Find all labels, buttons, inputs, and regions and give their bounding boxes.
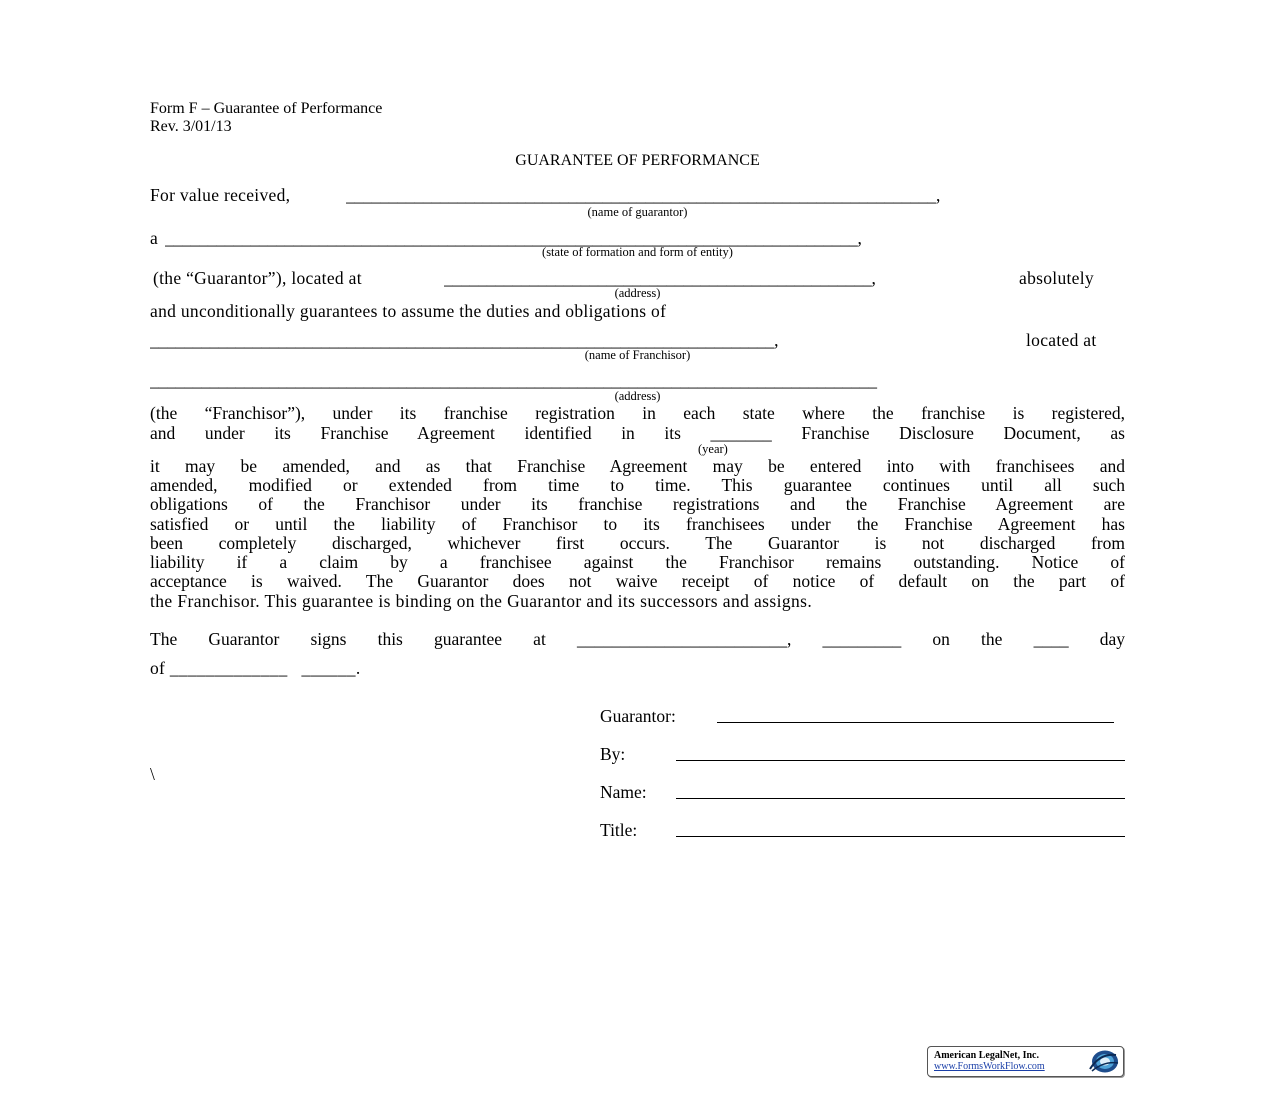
- guarantor-name-caption: (name of guarantor): [587, 205, 688, 219]
- guarantor-signature-field[interactable]: [717, 722, 1114, 723]
- body-line: acceptance is waived. The Guarantor does not waive receipt of notice of default on the part of: [150, 572, 1125, 591]
- guarantor-address-field[interactable]: __________________________________________________,: [444, 268, 876, 288]
- franchisor-name-field[interactable]: _________________________________________________________________________,: [150, 330, 779, 350]
- body-line: satisfied or until the liability of Franchisor to its franchisees under the Franchise Agreement has: [150, 515, 1125, 534]
- form-name: Form F – Guarantee of Performance: [150, 100, 383, 117]
- located-at-text: located at: [1026, 330, 1097, 350]
- signing-statement: The Guarantor signs this guarantee at ________________________, _________ on the ____ day: [150, 630, 1125, 649]
- form-revision: Rev. 3/01/13: [150, 118, 232, 135]
- guarantor-signature-label: Guarantor:: [600, 706, 676, 726]
- year-caption: (year): [698, 442, 728, 456]
- globe-emblem-icon: [1086, 1049, 1120, 1074]
- franchisor-address-caption: (address): [614, 389, 661, 403]
- absolutely-text: absolutely: [1019, 268, 1094, 288]
- guarantor-name-field[interactable]: _____________________________________________________________________,: [346, 185, 941, 205]
- logo-company-name: American LegalNet, Inc.: [934, 1050, 1039, 1061]
- guarantor-address-caption: (address): [614, 286, 661, 300]
- body-line: obligations of the Franchisor under its franchise registrations and the Franchise Agreement are: [150, 495, 1125, 514]
- for-value-received-label: For value received,: [150, 185, 291, 205]
- body-line: (the “Franchisor”), under its franchise registration in each state where the franchise is registered,: [150, 404, 1125, 423]
- entity-form-caption: (state of formation and form of entity): [542, 245, 733, 259]
- entity-form-field[interactable]: _________________________________________________________________________________,: [165, 228, 862, 248]
- body-line: been completely discharged, whichever first occurs. The Guarantor is not discharged from: [150, 534, 1125, 553]
- title-field[interactable]: [676, 836, 1125, 837]
- page-title: GUARANTEE OF PERFORMANCE: [515, 152, 760, 169]
- title-label: Title:: [600, 820, 638, 840]
- franchisor-address-field[interactable]: _____________________________________________________________________________________: [150, 370, 877, 390]
- name-label: Name:: [600, 782, 647, 802]
- body-line: liability if a claim by a franchisee against the Franchisor remains outstanding. Notice of: [150, 553, 1125, 572]
- body-line: it may be amended, and as that Franchise Agreement may be entered into with franchisees and: [150, 457, 1125, 476]
- entity-prefix-label: a: [150, 228, 159, 248]
- obligations-text: and unconditionally guarantees to assume the duties and obligations of: [150, 301, 667, 321]
- franchisor-name-caption: (name of Franchisor): [584, 348, 691, 362]
- by-signature-field[interactable]: [676, 760, 1125, 761]
- by-label: By:: [600, 744, 626, 764]
- stray-backslash: \: [150, 764, 156, 784]
- signing-date-line: of _____________ ______.: [150, 658, 361, 678]
- body-line: and under its Franchise Agreement identified in its _______ Franchise Disclosure Document, as: [150, 424, 1125, 443]
- guarantor-located-label: (the “Guarantor”), located at: [153, 268, 362, 288]
- logo-url-link[interactable]: www.FormsWorkFlow.com: [934, 1061, 1045, 1072]
- name-field[interactable]: [676, 798, 1125, 799]
- body-line: amended, modified or extended from time to time. This guarantee continues until all such: [150, 476, 1125, 495]
- body-last-line: the Franchisor. This guarantee is binding on the Guarantor and its successors and assigns.: [150, 591, 813, 611]
- american-legalnet-logo[interactable]: [927, 1046, 1124, 1077]
